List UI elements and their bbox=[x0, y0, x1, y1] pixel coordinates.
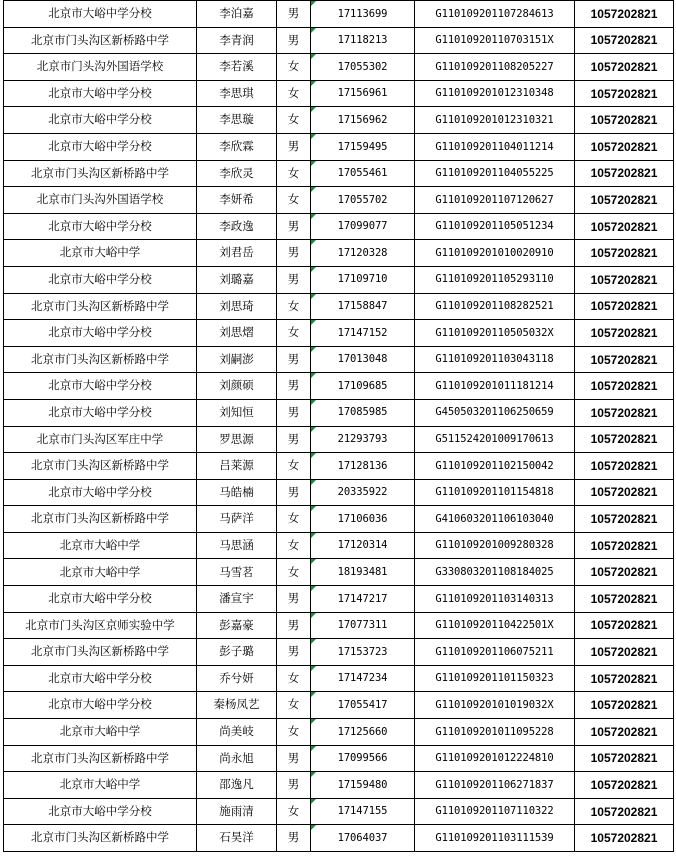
registration-code-cell[interactable]: G11010920101019032X bbox=[415, 692, 575, 719]
table-row bbox=[4, 27, 674, 54]
school-cell[interactable]: 北京市门头沟区新桥路中学 bbox=[4, 346, 197, 373]
student-name-cell[interactable]: 刘嗣澎 bbox=[197, 346, 277, 373]
spreadsheet bbox=[3, 0, 673, 852]
student-name-cell[interactable]: 刘思熠 bbox=[197, 320, 277, 347]
school-cell[interactable]: 北京市门头沟区军庄中学 bbox=[4, 426, 197, 453]
registration-code-cell[interactable]: G110109201107284613 bbox=[415, 1, 575, 28]
gender-cell[interactable]: 男 bbox=[277, 825, 311, 852]
table-row bbox=[4, 719, 674, 746]
number-cell[interactable]: 1057202821 bbox=[575, 772, 674, 799]
number-cell[interactable]: 1057202821 bbox=[575, 586, 674, 613]
registration-code-cell[interactable]: G110109201101154818 bbox=[415, 479, 575, 506]
number-cell[interactable]: 1057202821 bbox=[575, 532, 674, 559]
student-name-cell[interactable]: 李若溪 bbox=[197, 54, 277, 81]
gender-cell[interactable]: 男 bbox=[277, 612, 311, 639]
number-cell[interactable]: 1057202821 bbox=[575, 479, 674, 506]
student-id-cell[interactable]: 17159495 bbox=[311, 133, 415, 160]
number-cell[interactable]: 1057202821 bbox=[575, 346, 674, 373]
gender-cell[interactable]: 女 bbox=[277, 532, 311, 559]
number-cell[interactable]: 1057202821 bbox=[575, 107, 674, 134]
table-row bbox=[4, 133, 674, 160]
number-cell[interactable]: 1057202821 bbox=[575, 293, 674, 320]
gender-cell[interactable]: 男 bbox=[277, 479, 311, 506]
number-cell[interactable]: 1057202821 bbox=[575, 27, 674, 54]
student-id-cell[interactable]: 17120328 bbox=[311, 240, 415, 267]
student-table bbox=[3, 0, 674, 852]
student-name-cell[interactable]: 马萨洋 bbox=[197, 506, 277, 533]
student-id-cell[interactable]: 17099566 bbox=[311, 745, 415, 772]
school-cell[interactable]: 北京市门头沟外国语学校 bbox=[4, 187, 197, 214]
registration-code-cell[interactable]: G511524201009170613 bbox=[415, 426, 575, 453]
table-row bbox=[4, 453, 674, 480]
table-row bbox=[4, 160, 674, 187]
school-cell[interactable]: 北京市门头沟区新桥路中学 bbox=[4, 825, 197, 852]
school-cell[interactable]: 北京市大峪中学 bbox=[4, 559, 197, 586]
gender-cell[interactable]: 女 bbox=[277, 160, 311, 187]
table-row bbox=[4, 54, 674, 81]
student-name-cell[interactable]: 彭子璐 bbox=[197, 639, 277, 666]
gender-cell[interactable]: 男 bbox=[277, 426, 311, 453]
number-cell[interactable]: 1057202821 bbox=[575, 692, 674, 719]
number-cell[interactable]: 1057202821 bbox=[575, 665, 674, 692]
registration-code-cell[interactable]: G110109201107120627 bbox=[415, 187, 575, 214]
school-cell[interactable]: 北京市大峪中学分校 bbox=[4, 80, 197, 107]
school-cell[interactable]: 北京市大峪中学分校 bbox=[4, 798, 197, 825]
registration-code-cell[interactable]: G110109201011181214 bbox=[415, 373, 575, 400]
registration-code-cell[interactable]: G110109201103140313 bbox=[415, 586, 575, 613]
number-cell[interactable]: 1057202821 bbox=[575, 612, 674, 639]
gender-cell[interactable]: 女 bbox=[277, 692, 311, 719]
number-cell[interactable]: 1057202821 bbox=[575, 745, 674, 772]
table-row bbox=[4, 426, 674, 453]
student-name-cell[interactable]: 施雨清 bbox=[197, 798, 277, 825]
student-name-cell[interactable]: 马雪茗 bbox=[197, 559, 277, 586]
number-cell[interactable]: 1057202821 bbox=[575, 54, 674, 81]
gender-cell[interactable]: 女 bbox=[277, 187, 311, 214]
registration-code-cell[interactable]: G110109201009280328 bbox=[415, 532, 575, 559]
gender-cell[interactable]: 女 bbox=[277, 54, 311, 81]
school-cell[interactable]: 北京市大峪中学分校 bbox=[4, 1, 197, 28]
table-row bbox=[4, 506, 674, 533]
number-cell[interactable]: 1057202821 bbox=[575, 399, 674, 426]
student-id-cell[interactable]: 17153723 bbox=[311, 639, 415, 666]
student-id-cell[interactable]: 17055702 bbox=[311, 187, 415, 214]
table-row bbox=[4, 559, 674, 586]
school-cell[interactable]: 北京市门头沟区新桥路中学 bbox=[4, 453, 197, 480]
table-row bbox=[4, 213, 674, 240]
student-name-cell[interactable]: 乔兮妍 bbox=[197, 665, 277, 692]
gender-cell[interactable]: 女 bbox=[277, 719, 311, 746]
gender-cell[interactable]: 女 bbox=[277, 798, 311, 825]
registration-code-cell[interactable]: G11010920110422501X bbox=[415, 612, 575, 639]
registration-code-cell[interactable]: G110109201012310348 bbox=[415, 80, 575, 107]
number-cell[interactable]: 1057202821 bbox=[575, 825, 674, 852]
table-row bbox=[4, 586, 674, 613]
school-cell[interactable]: 北京市大峪中学分校 bbox=[4, 320, 197, 347]
school-cell[interactable]: 北京市大峪中学 bbox=[4, 772, 197, 799]
number-cell[interactable]: 1057202821 bbox=[575, 80, 674, 107]
registration-code-cell[interactable]: G110109201107110322 bbox=[415, 798, 575, 825]
student-name-cell[interactable]: 秦杨凤艺 bbox=[197, 692, 277, 719]
student-name-cell[interactable]: 潘宣宇 bbox=[197, 586, 277, 613]
student-name-cell[interactable]: 刘颜硕 bbox=[197, 373, 277, 400]
school-cell[interactable]: 北京市大峪中学 bbox=[4, 532, 197, 559]
registration-code-cell[interactable]: G110109201106075211 bbox=[415, 639, 575, 666]
registration-code-cell[interactable]: G110109201105051234 bbox=[415, 213, 575, 240]
school-cell[interactable]: 北京市门头沟外国语学校 bbox=[4, 54, 197, 81]
student-name-cell[interactable]: 尚永旭 bbox=[197, 745, 277, 772]
student-id-cell[interactable]: 17109710 bbox=[311, 266, 415, 293]
school-cell[interactable]: 北京市大峪中学分校 bbox=[4, 213, 197, 240]
number-cell[interactable]: 1057202821 bbox=[575, 320, 674, 347]
registration-code-cell[interactable]: G110109201102150042 bbox=[415, 453, 575, 480]
school-cell[interactable]: 北京市门头沟区新桥路中学 bbox=[4, 293, 197, 320]
registration-code-cell[interactable]: G110109201101150323 bbox=[415, 665, 575, 692]
student-id-cell[interactable]: 17147155 bbox=[311, 798, 415, 825]
gender-cell[interactable]: 女 bbox=[277, 559, 311, 586]
student-id-cell[interactable]: 17158847 bbox=[311, 293, 415, 320]
student-name-cell[interactable]: 李思璇 bbox=[197, 107, 277, 134]
registration-code-cell[interactable]: G110109201104055225 bbox=[415, 160, 575, 187]
student-name-cell[interactable]: 李欣霖 bbox=[197, 133, 277, 160]
gender-cell[interactable]: 女 bbox=[277, 453, 311, 480]
registration-code-cell[interactable]: G110109201103043118 bbox=[415, 346, 575, 373]
student-name-cell[interactable]: 尚美岐 bbox=[197, 719, 277, 746]
table-row bbox=[4, 479, 674, 506]
school-cell[interactable]: 北京市门头沟区新桥路中学 bbox=[4, 639, 197, 666]
student-id-cell[interactable]: 17055302 bbox=[311, 54, 415, 81]
table-row bbox=[4, 240, 674, 267]
registration-code-cell[interactable]: G11010920110703151X bbox=[415, 27, 575, 54]
student-id-cell[interactable]: 17055417 bbox=[311, 692, 415, 719]
school-cell[interactable]: 北京市大峪中学 bbox=[4, 719, 197, 746]
student-name-cell[interactable]: 罗思源 bbox=[197, 426, 277, 453]
gender-cell[interactable]: 女 bbox=[277, 320, 311, 347]
number-cell[interactable]: 1057202821 bbox=[575, 240, 674, 267]
school-cell[interactable]: 北京市门头沟区新桥路中学 bbox=[4, 160, 197, 187]
table-body bbox=[4, 1, 674, 852]
gender-cell[interactable]: 男 bbox=[277, 133, 311, 160]
number-cell[interactable]: 1057202821 bbox=[575, 719, 674, 746]
registration-code-cell[interactable]: G110109201108282521 bbox=[415, 293, 575, 320]
student-id-cell[interactable]: 17156962 bbox=[311, 107, 415, 134]
student-id-cell[interactable]: 18193481 bbox=[311, 559, 415, 586]
student-id-cell[interactable]: 17064037 bbox=[311, 825, 415, 852]
number-cell[interactable]: 1057202821 bbox=[575, 559, 674, 586]
table-row bbox=[4, 399, 674, 426]
table-row bbox=[4, 293, 674, 320]
registration-code-cell[interactable]: G450503201106250659 bbox=[415, 399, 575, 426]
student-name-cell[interactable]: 吕莱源 bbox=[197, 453, 277, 480]
student-id-cell[interactable]: 21293793 bbox=[311, 426, 415, 453]
school-cell[interactable]: 北京市大峪中学分校 bbox=[4, 692, 197, 719]
gender-cell[interactable]: 男 bbox=[277, 373, 311, 400]
student-name-cell[interactable]: 李欣灵 bbox=[197, 160, 277, 187]
gender-cell[interactable]: 男 bbox=[277, 27, 311, 54]
school-cell[interactable]: 北京市大峪中学分校 bbox=[4, 665, 197, 692]
school-cell[interactable]: 北京市大峪中学分校 bbox=[4, 586, 197, 613]
school-cell[interactable]: 北京市大峪中学分校 bbox=[4, 107, 197, 134]
student-id-cell[interactable]: 17077311 bbox=[311, 612, 415, 639]
registration-code-cell[interactable]: G110109201103111539 bbox=[415, 825, 575, 852]
student-id-cell[interactable]: 17128136 bbox=[311, 453, 415, 480]
gender-cell[interactable]: 男 bbox=[277, 346, 311, 373]
gender-cell[interactable]: 男 bbox=[277, 772, 311, 799]
table-row bbox=[4, 1, 674, 28]
table-row bbox=[4, 692, 674, 719]
table-row bbox=[4, 639, 674, 666]
table-row bbox=[4, 80, 674, 107]
student-name-cell[interactable]: 李妍希 bbox=[197, 187, 277, 214]
student-id-cell[interactable]: 17118213 bbox=[311, 27, 415, 54]
school-cell[interactable]: 北京市大峪中学分校 bbox=[4, 479, 197, 506]
student-id-cell[interactable]: 17085985 bbox=[311, 399, 415, 426]
student-id-cell[interactable]: 17147217 bbox=[311, 586, 415, 613]
student-id-cell[interactable]: 17099077 bbox=[311, 213, 415, 240]
table-row bbox=[4, 665, 674, 692]
school-cell[interactable]: 北京市大峪中学分校 bbox=[4, 266, 197, 293]
gender-cell[interactable]: 男 bbox=[277, 745, 311, 772]
gender-cell[interactable]: 女 bbox=[277, 107, 311, 134]
table-row bbox=[4, 346, 674, 373]
school-cell[interactable]: 北京市大峪中学分校 bbox=[4, 133, 197, 160]
gender-cell[interactable]: 女 bbox=[277, 293, 311, 320]
school-cell[interactable]: 北京市门头沟区京师实验中学 bbox=[4, 612, 197, 639]
student-id-cell[interactable]: 17113699 bbox=[311, 1, 415, 28]
gender-cell[interactable]: 男 bbox=[277, 639, 311, 666]
student-name-cell[interactable]: 李思琪 bbox=[197, 80, 277, 107]
registration-code-cell[interactable]: G330803201108184025 bbox=[415, 559, 575, 586]
student-name-cell[interactable]: 李青润 bbox=[197, 27, 277, 54]
student-id-cell[interactable]: 17156961 bbox=[311, 80, 415, 107]
number-cell[interactable]: 1057202821 bbox=[575, 506, 674, 533]
number-cell[interactable]: 1057202821 bbox=[575, 426, 674, 453]
registration-code-cell[interactable]: G110109201105293110 bbox=[415, 266, 575, 293]
student-name-cell[interactable]: 马皓楠 bbox=[197, 479, 277, 506]
table-row bbox=[4, 798, 674, 825]
student-name-cell[interactable]: 李泊嘉 bbox=[197, 1, 277, 28]
table-row bbox=[4, 187, 674, 214]
table-row bbox=[4, 266, 674, 293]
registration-code-cell[interactable]: G110109201106271837 bbox=[415, 772, 575, 799]
table-row bbox=[4, 320, 674, 347]
gender-cell[interactable]: 女 bbox=[277, 665, 311, 692]
registration-code-cell[interactable]: G110109201012310321 bbox=[415, 107, 575, 134]
registration-code-cell[interactable]: G110109201012224810 bbox=[415, 745, 575, 772]
school-cell[interactable]: 北京市门头沟区新桥路中学 bbox=[4, 506, 197, 533]
number-cell[interactable]: 1057202821 bbox=[575, 213, 674, 240]
registration-code-cell[interactable]: G110109201104011214 bbox=[415, 133, 575, 160]
school-cell[interactable]: 北京市大峪中学分校 bbox=[4, 373, 197, 400]
number-cell[interactable]: 1057202821 bbox=[575, 639, 674, 666]
student-name-cell[interactable]: 石昊洋 bbox=[197, 825, 277, 852]
number-cell[interactable]: 1057202821 bbox=[575, 266, 674, 293]
table-row bbox=[4, 745, 674, 772]
number-cell[interactable]: 1057202821 bbox=[575, 798, 674, 825]
school-cell[interactable]: 北京市大峪中学分校 bbox=[4, 399, 197, 426]
school-cell[interactable]: 北京市门头沟区新桥路中学 bbox=[4, 27, 197, 54]
student-name-cell[interactable]: 刘君岳 bbox=[197, 240, 277, 267]
registration-code-cell[interactable]: G410603201106103040 bbox=[415, 506, 575, 533]
school-cell[interactable]: 北京市大峪中学 bbox=[4, 240, 197, 267]
student-id-cell[interactable]: 17147152 bbox=[311, 320, 415, 347]
gender-cell[interactable]: 女 bbox=[277, 80, 311, 107]
student-name-cell[interactable]: 邵逸凡 bbox=[197, 772, 277, 799]
number-cell[interactable]: 1057202821 bbox=[575, 453, 674, 480]
table-row bbox=[4, 612, 674, 639]
number-cell[interactable]: 1057202821 bbox=[575, 133, 674, 160]
number-cell[interactable]: 1057202821 bbox=[575, 187, 674, 214]
student-name-cell[interactable]: 马思涵 bbox=[197, 532, 277, 559]
student-id-cell[interactable]: 17055461 bbox=[311, 160, 415, 187]
gender-cell[interactable]: 男 bbox=[277, 240, 311, 267]
student-id-cell[interactable]: 17120314 bbox=[311, 532, 415, 559]
student-id-cell[interactable]: 17013048 bbox=[311, 346, 415, 373]
school-cell[interactable]: 北京市门头沟区新桥路中学 bbox=[4, 745, 197, 772]
gender-cell[interactable]: 女 bbox=[277, 506, 311, 533]
gender-cell[interactable]: 男 bbox=[277, 213, 311, 240]
student-name-cell[interactable]: 刘知恒 bbox=[197, 399, 277, 426]
student-name-cell[interactable]: 彭嘉豪 bbox=[197, 612, 277, 639]
student-id-cell[interactable]: 17109685 bbox=[311, 373, 415, 400]
registration-code-cell[interactable]: G110109201108205227 bbox=[415, 54, 575, 81]
gender-cell[interactable]: 男 bbox=[277, 266, 311, 293]
student-name-cell[interactable]: 李政逸 bbox=[197, 213, 277, 240]
registration-code-cell[interactable]: G110109201010020910 bbox=[415, 240, 575, 267]
table-row bbox=[4, 772, 674, 799]
table-row bbox=[4, 107, 674, 134]
gender-cell[interactable]: 男 bbox=[277, 586, 311, 613]
registration-code-cell[interactable]: G11010920110505032X bbox=[415, 320, 575, 347]
student-name-cell[interactable]: 刘思琦 bbox=[197, 293, 277, 320]
table-row bbox=[4, 532, 674, 559]
gender-cell[interactable]: 男 bbox=[277, 1, 311, 28]
student-name-cell[interactable]: 刘璐嘉 bbox=[197, 266, 277, 293]
student-id-cell[interactable]: 17147234 bbox=[311, 665, 415, 692]
student-id-cell[interactable]: 17125660 bbox=[311, 719, 415, 746]
gender-cell[interactable]: 男 bbox=[277, 399, 311, 426]
registration-code-cell[interactable]: G110109201011095228 bbox=[415, 719, 575, 746]
number-cell[interactable]: 1057202821 bbox=[575, 373, 674, 400]
student-id-cell[interactable]: 20335922 bbox=[311, 479, 415, 506]
student-id-cell[interactable]: 17159480 bbox=[311, 772, 415, 799]
number-cell[interactable]: 1057202821 bbox=[575, 160, 674, 187]
student-id-cell[interactable]: 17106036 bbox=[311, 506, 415, 533]
number-cell[interactable]: 1057202821 bbox=[575, 1, 674, 28]
table-row bbox=[4, 825, 674, 852]
table-row bbox=[4, 373, 674, 400]
